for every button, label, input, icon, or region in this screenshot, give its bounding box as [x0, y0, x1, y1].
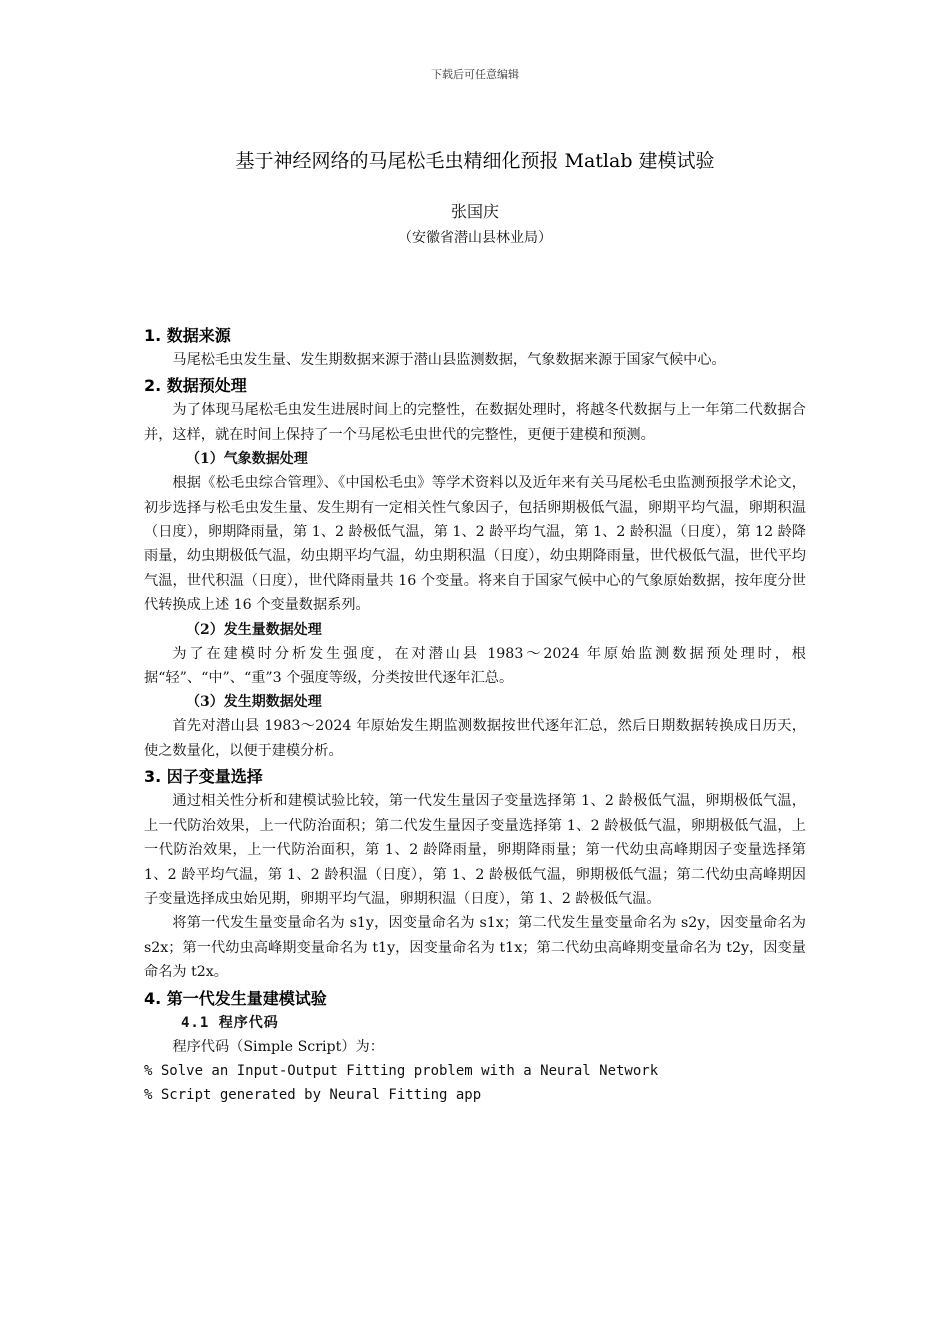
section-4-paragraph-1: 程序代码（Simple Script）为： — [172, 1038, 384, 1055]
page-header-note: 下载后可任意编辑 — [431, 68, 519, 81]
section-3-heading: 3. 因子变量选择 — [144, 767, 263, 787]
author-name: 张国庆 — [450, 202, 499, 221]
section-2-paragraph-1: 为了体现马尾松毛虫发生进展时间上的完整性，在数据处理时，将越冬代数据与上一年第二代数据合并，这样，就在时间上保持了一个马尾松毛虫世代的完整性，更便于建模和预测。 — [144, 402, 806, 443]
code-line-2: % Script generated by Neural Fitting app — [144, 1087, 482, 1104]
body-content — [144, 322, 806, 1108]
subsection-period-data: （3）发生期数据处理 — [186, 694, 322, 711]
paper-title: 基于神经网络的马尾松毛虫精细化预报 Matlab 建模试验 — [235, 150, 715, 172]
section-3-paragraph-2: 将第一代发生量变量命名为 s1y，因变量命名为 s1x；第二代发生量变量命名为 s2y，因变量命名为 s2x；第一代幼虫高峰期变量命名为 t1y，因变量命名为 t1x；第二代幼虫高峰期变量命名为 t2y，因变量命名为 t2x。 — [144, 915, 806, 981]
section-2-paragraph-4: 首先对潜山县 1983～2024 年原始发生期监测数据按世代逐年汇总，然后日期数据转换成日历天，使之数量化，以便于建模分析。 — [144, 718, 806, 759]
subsection-occurrence-data: （2）发生量数据处理 — [186, 621, 322, 638]
code-line-1: % Solve an Input-Output Fitting problem with a Neural Network — [144, 1062, 659, 1079]
section-2-heading: 2. 数据预处理 — [144, 376, 247, 396]
subsection-program-code: 4.1 程序代码 — [181, 1014, 279, 1031]
section-2-paragraph-3: 为了在建模时分析发生强度，在对潜山县 1983～2024 年原始监测数据预处理时，根据“轻”、“中”、“重”3 个强度等级，分类按世代逐年汇总。 — [144, 645, 806, 687]
section-1-paragraph: 马尾松毛虫发生量、发生期数据来源于潜山县监测数据，气象数据来源于国家气候中心。 — [172, 352, 726, 368]
section-1-heading: 1. 数据来源 — [144, 326, 231, 345]
section-4-heading: 4. 第一代发生量建模试验 — [144, 988, 327, 1008]
section-2-paragraph-2: 根据《松毛虫综合管理》、《中国松毛虫》等学术资料以及近年来有关马尾松毛虫监测预报学术论文，初步选择与松毛虫发生量、发生期有一定相关性气象因子，包括卵期极低气温，卵期平均气温，卵期积温（日度），卵期降雨量，第 1、2 龄极低气温，第 1、2 龄平均气温，第 1、2 龄积温（日度），第 12 龄降雨量，幼虫期极低气温，幼虫期平均气温，幼虫期积温（日度），幼虫期降雨量，世代极低气温，世代平均气温，世代积温（日度），世代降雨量共 16 个变量。将来自于国家气候中心的气象原始数据，按年度分世代转换成上述 16 个变量数据系列。 — [144, 475, 806, 614]
author-affiliation: （安徽省潜山县林业局） — [398, 230, 552, 246]
section-3-paragraph-1: 通过相关性分析和建模试验比较，第一代发生量因子变量选择第 1、2 龄极低气温，卵期极低气温，上一代防治效果，上一代防治面积；第二代发生量因子变量选择第 1、2 龄极低气温，卵期极低气温，上一代防治效果，上一代防治面积，第 1、2 龄降雨量，卵期降雨量；第一代幼虫高峰期因子变量选择第 1、2 龄平均气温，第 1、2 龄积温（日度），第 1、2 龄极低气温，卵期极低气温；第二代幼虫高峰期因子变量选择成虫始见期，卵期平均气温，卵期积温（日度），第 1、2 龄极低气温。 — [144, 793, 806, 907]
subsection-weather-data: （1）气象数据处理 — [186, 451, 308, 468]
